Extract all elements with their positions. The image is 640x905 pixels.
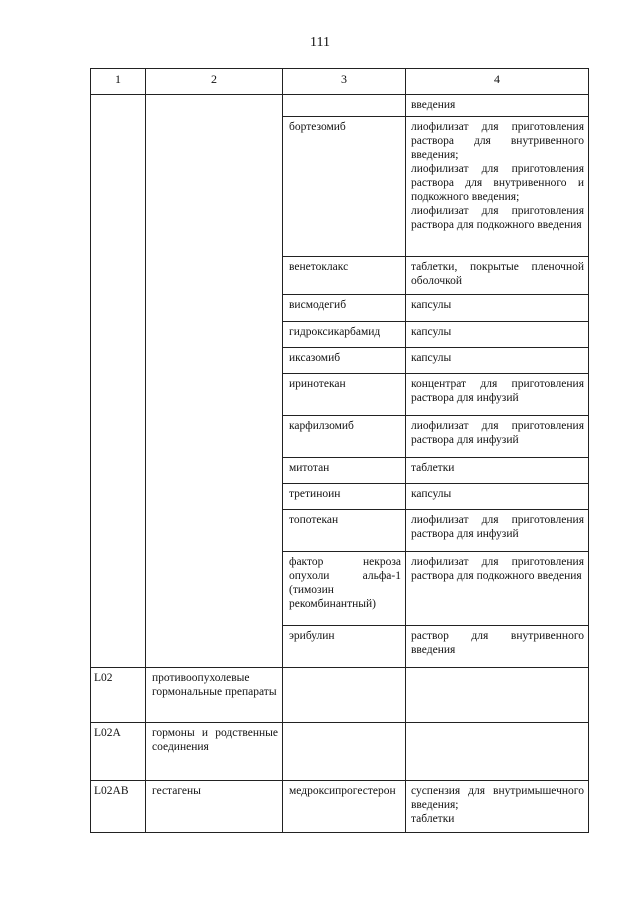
group-name-cell: противоопухолевые гормональные препараты: [146, 668, 283, 723]
inn-cell: [283, 723, 406, 781]
page-number: 111: [310, 35, 330, 50]
dosage-form-cell: лиофилизат для приготовления раствора для внутривенного введения; лиофилизат для приготовления раствора для внутривенного и подкожного введения; лиофилизат для приготовления раствора для подкожного введения: [406, 117, 589, 257]
table-row: [91, 781, 589, 833]
dosage-form-cell: таблетки: [406, 458, 589, 484]
inn-cell: фактор некроза опухоли альфа-1 (тимозин рекомбинантный): [283, 552, 406, 626]
inn-cell: топотекан: [283, 510, 406, 552]
column-header: 1: [91, 69, 146, 95]
dosage-form-cell: суспензия для внутримышечного введения; таблетки: [406, 781, 589, 833]
inn-cell: иринотекан: [283, 374, 406, 416]
dosage-form-cell: лиофилизат для приготовления раствора для инфузий: [406, 416, 589, 458]
inn-cell: бортезомиб: [283, 117, 406, 257]
inn-cell: карфилзомиб: [283, 416, 406, 458]
atc-code-cell: L02: [91, 668, 146, 723]
dosage-form-cell: концентрат для приготовления раствора для инфузий: [406, 374, 589, 416]
dosage-form-cell: лиофилизат для приготовления раствора для инфузий: [406, 510, 589, 552]
drug-list-table: [90, 68, 589, 833]
dosage-form-cell: капсулы: [406, 484, 589, 510]
dosage-form-cell: раствор для внутривенного введения: [406, 626, 589, 668]
inn-cell: [283, 95, 406, 117]
dosage-form-cell: введения: [406, 95, 589, 117]
dosage-form-cell: таблетки, покрытые пленочной оболочкой: [406, 257, 589, 295]
inn-cell: медроксипрогестерон: [283, 781, 406, 833]
inn-cell: [283, 668, 406, 723]
group-name-cell: гестагены: [146, 781, 283, 833]
group-name-cell: [146, 95, 283, 668]
atc-code-cell: L02AB: [91, 781, 146, 833]
atc-code-cell: L02A: [91, 723, 146, 781]
column-header: 2: [146, 69, 283, 95]
column-header: 4: [406, 69, 589, 95]
atc-code-cell: [91, 95, 146, 668]
table-row: [91, 723, 589, 781]
dosage-form-cell: капсулы: [406, 322, 589, 348]
dosage-form-cell: [406, 723, 589, 781]
inn-cell: гидроксикарбамид: [283, 322, 406, 348]
dosage-form-cell: капсулы: [406, 295, 589, 322]
column-header: 3: [283, 69, 406, 95]
dosage-form-cell: лиофилизат для приготовления раствора для подкожного введения: [406, 552, 589, 626]
inn-cell: венетоклакс: [283, 257, 406, 295]
group-name-cell: гормоны и родственные соединения: [146, 723, 283, 781]
table-row: [91, 668, 589, 723]
table-header-row: [91, 69, 589, 95]
inn-cell: третиноин: [283, 484, 406, 510]
dosage-form-cell: [406, 668, 589, 723]
inn-cell: иксазомиб: [283, 348, 406, 374]
inn-cell: висмодегиб: [283, 295, 406, 322]
table-body: [91, 95, 589, 833]
inn-cell: митотан: [283, 458, 406, 484]
dosage-form-cell: капсулы: [406, 348, 589, 374]
inn-cell: эрибулин: [283, 626, 406, 668]
table-row: [91, 95, 589, 117]
